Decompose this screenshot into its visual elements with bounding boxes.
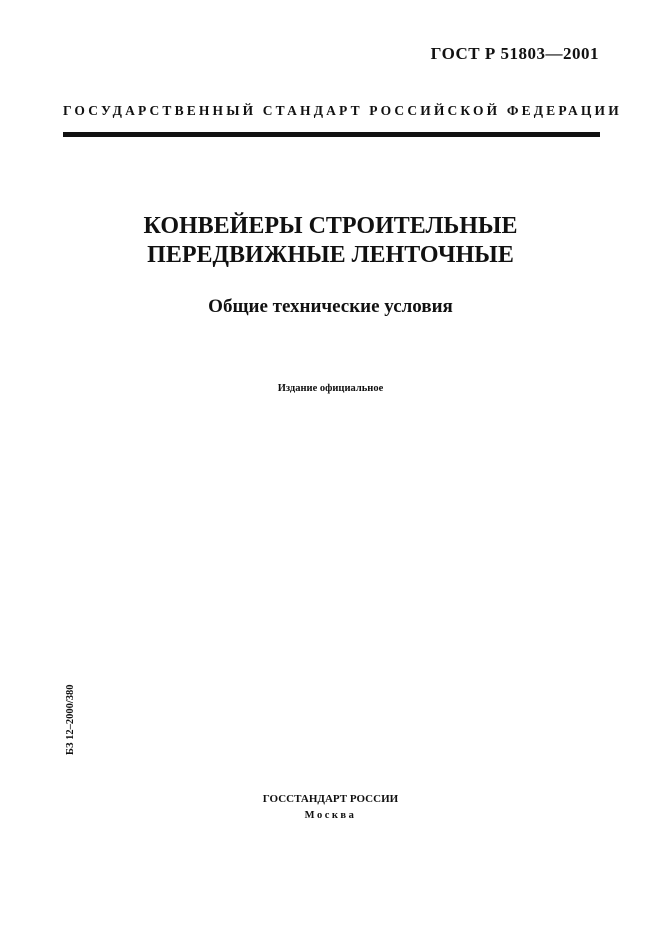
document-number: ГОСТ Р 51803—2001 [430,44,599,63]
side-code: БЗ 12–2000/380 [65,684,76,755]
title-line-1: КОНВЕЙЕРЫ СТРОИТЕЛЬНЫЕ [143,213,518,239]
header-divider [63,132,600,137]
publisher: ГОССТАНДАРТ РОССИИ [262,793,399,805]
document-subtitle: Общие технические условия [208,296,453,317]
title-line-2: ПЕРЕДВИЖНЫЕ ЛЕНТОЧНЫЕ [147,242,514,268]
publication-city: Москва [304,810,357,821]
document-title [0,212,661,270]
standard-header: ГОСУДАРСТВЕННЫЙ СТАНДАРТ РОССИЙСКОЙ ФЕДЕРАЦИИ [63,103,622,118]
edition-note: Издание официальное [277,383,384,394]
